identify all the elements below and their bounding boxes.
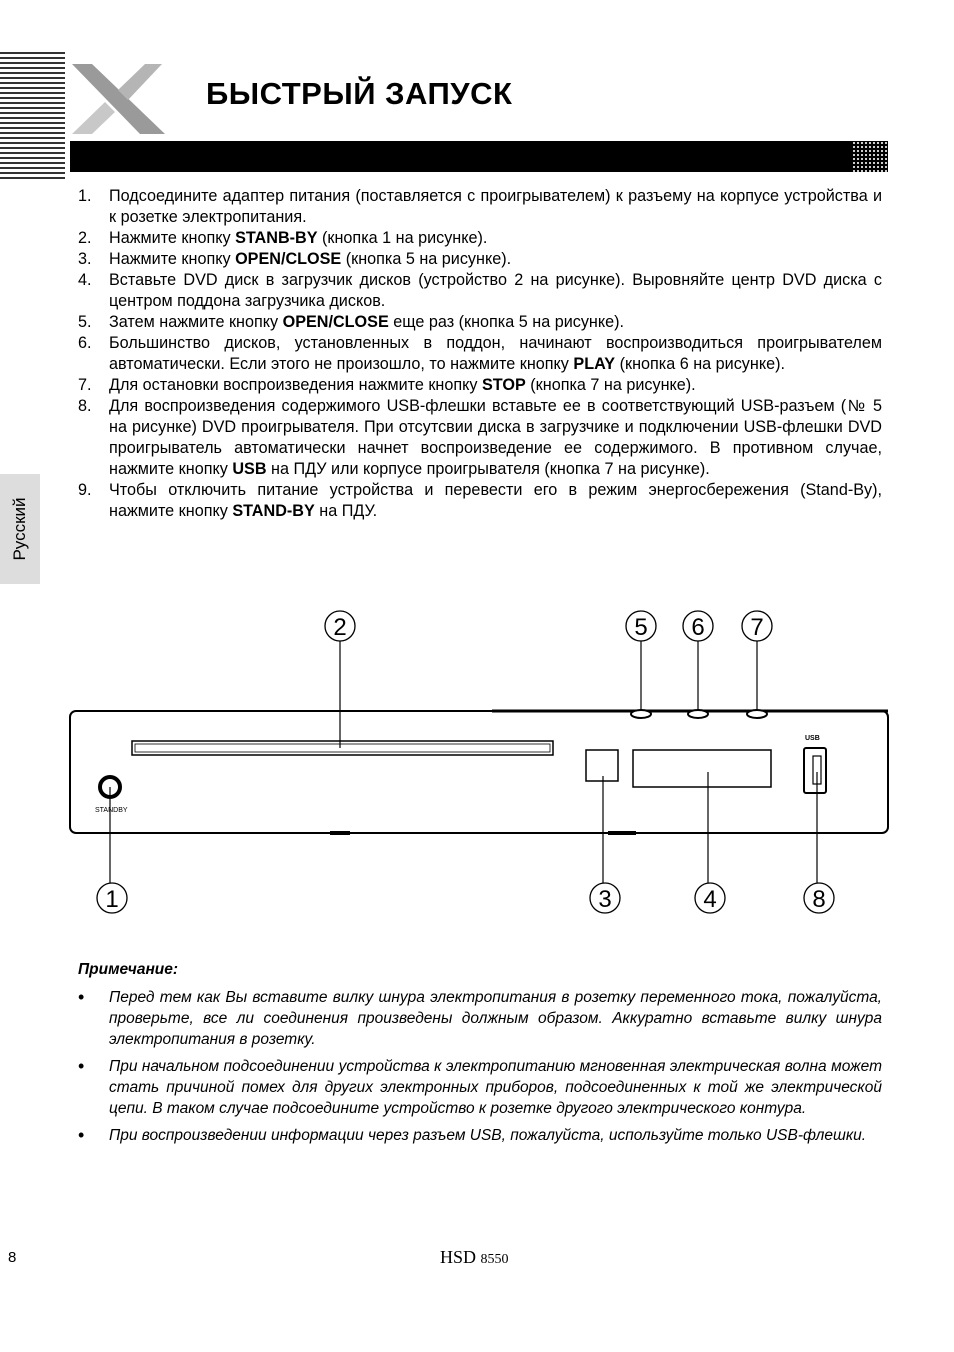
callout-2 (325, 611, 355, 641)
step-number: 6. (78, 334, 92, 352)
bullet-icon: • (78, 1125, 85, 1145)
button-name: STANB-BY (235, 229, 318, 247)
step-number: 2. (78, 229, 92, 247)
brand-logo (70, 62, 170, 138)
button-name: USB (232, 460, 267, 478)
step-number: 8. (78, 397, 92, 415)
stop-button (747, 710, 767, 718)
page-number: 8 (8, 1249, 17, 1266)
front-panel-diagram (60, 600, 900, 930)
step-item: 4. Вставьте DVD диск в загрузчик дисков (устройство 2 на рисунке). Выровняйте центр DVD диска с центром поддона загрузчика дисков. (78, 271, 882, 310)
step-number: 3. (78, 250, 92, 268)
bullet-icon: • (78, 1056, 85, 1076)
callout-6 (683, 611, 713, 641)
step-number: 1. (78, 187, 92, 205)
button-name: PLAY (573, 355, 616, 373)
page-title: БЫСТРЫЙ ЗАПУСК (206, 76, 513, 111)
open-close-button (631, 710, 651, 718)
step-item: 9. Чтобы отключить питание устройства и перевести его в режим энергосбережения (Stand-By), нажмите кнопку STAND-BY на ПДУ. (78, 481, 882, 520)
notes-list (78, 987, 882, 1152)
front-display (633, 750, 771, 787)
note-item: • Перед тем как Вы вставите вилку шнура электропитания в розетку переменного тока, пожалуйста, проверьте, все ли соединения произведены должным образом. Аккуратно вставьте вилку шнура электропитания в розетку. (78, 987, 882, 1048)
button-name: OPEN/CLOSE (235, 250, 342, 268)
title-bar (70, 141, 888, 172)
step-item: 2. Нажмите кнопку STANB-BY (кнопка 1 на рисунке). (78, 229, 488, 247)
model-number: 8550 (480, 1252, 509, 1267)
svg-text:3: 3 (598, 886, 612, 913)
step-item: 5. Затем нажмите кнопку OPEN/CLOSE еще раз (кнопка 5 на рисунке). (78, 313, 625, 331)
svg-text:2: 2 (333, 614, 347, 641)
disc-tray (132, 741, 553, 755)
note-item: • При начальном подсоединении устройства к электропитанию мгновенная электрическая волна может стать причиной помех для других электронных приборов, подсоединенных к той же электрической цепи. В таком случае подсоедините устройство к розетке другого электрического контура. (78, 1056, 882, 1117)
step-item: 8. Для воспроизведения содержимого USB-флешки вставьте ее в соответствующий USB-разъем (№ 5 на рисунке) DVD проигрывателя. При отсутсвии диска в загрузчике и подключении USB-флешки DVD проигрыватель автоматически начнет воспроизведение ее содержимого. В противном случае, нажмите кнопку USB на ПДУ или корпусе проигрывателя (кнопка 7 на рисунке). (78, 397, 882, 478)
note-item: • При воспроизведении информации через разъем USB, пожалуйста, используйте только USB-флешки. (78, 1125, 867, 1145)
standby-label: STANDBY (95, 807, 128, 814)
svg-text:4: 4 (703, 886, 717, 913)
quick-start-steps (78, 186, 882, 522)
svg-text:5: 5 (634, 614, 648, 641)
callout-1 (97, 883, 127, 913)
language-tab (0, 474, 40, 584)
svg-text:6: 6 (691, 614, 705, 641)
language-tab-label: Русский (10, 497, 29, 561)
svg-text:8: 8 (812, 886, 826, 913)
bullet-icon: • (78, 987, 85, 1007)
model-name (440, 1247, 509, 1268)
play-button (688, 710, 708, 718)
step-item: 3. Нажмите кнопку OPEN/CLOSE (кнопка 5 на рисунке). (78, 250, 512, 268)
model-prefix: HSD (440, 1247, 477, 1267)
callout-8 (804, 883, 834, 913)
svg-text:7: 7 (750, 614, 764, 641)
note-title: Примечание: (78, 961, 179, 978)
button-name: STOP (482, 376, 526, 394)
ir-sensor (586, 750, 618, 781)
step-number: 9. (78, 481, 92, 499)
step-item: 1. Подсоедините адаптер питания (поставляется с проигрывателем) к разъему на корпусе устройства и к розетке электропитания. (78, 187, 882, 226)
step-number: 7. (78, 376, 92, 394)
step-number: 4. (78, 271, 92, 289)
usb-label: USB (805, 735, 820, 742)
callout-7 (742, 611, 772, 641)
header-stripes (0, 52, 65, 182)
callout-5 (626, 611, 656, 641)
callout-3 (590, 883, 620, 913)
step-item: 7. Для остановки воспроизведения нажмите кнопку STOP (кнопка 7 на рисунке). (78, 376, 696, 394)
button-name: OPEN/CLOSE (282, 313, 389, 331)
button-name: STAND-BY (232, 502, 315, 520)
svg-text:1: 1 (105, 886, 119, 913)
callout-4 (695, 883, 725, 913)
step-item: 6. Большинство дисков, установленных в поддон, начинают воспроизводиться проигрывателем автоматически. Если этого не произошло, то нажмите кнопку PLAY (кнопка 6 на рисунке). (78, 334, 882, 373)
step-number: 5. (78, 313, 92, 331)
